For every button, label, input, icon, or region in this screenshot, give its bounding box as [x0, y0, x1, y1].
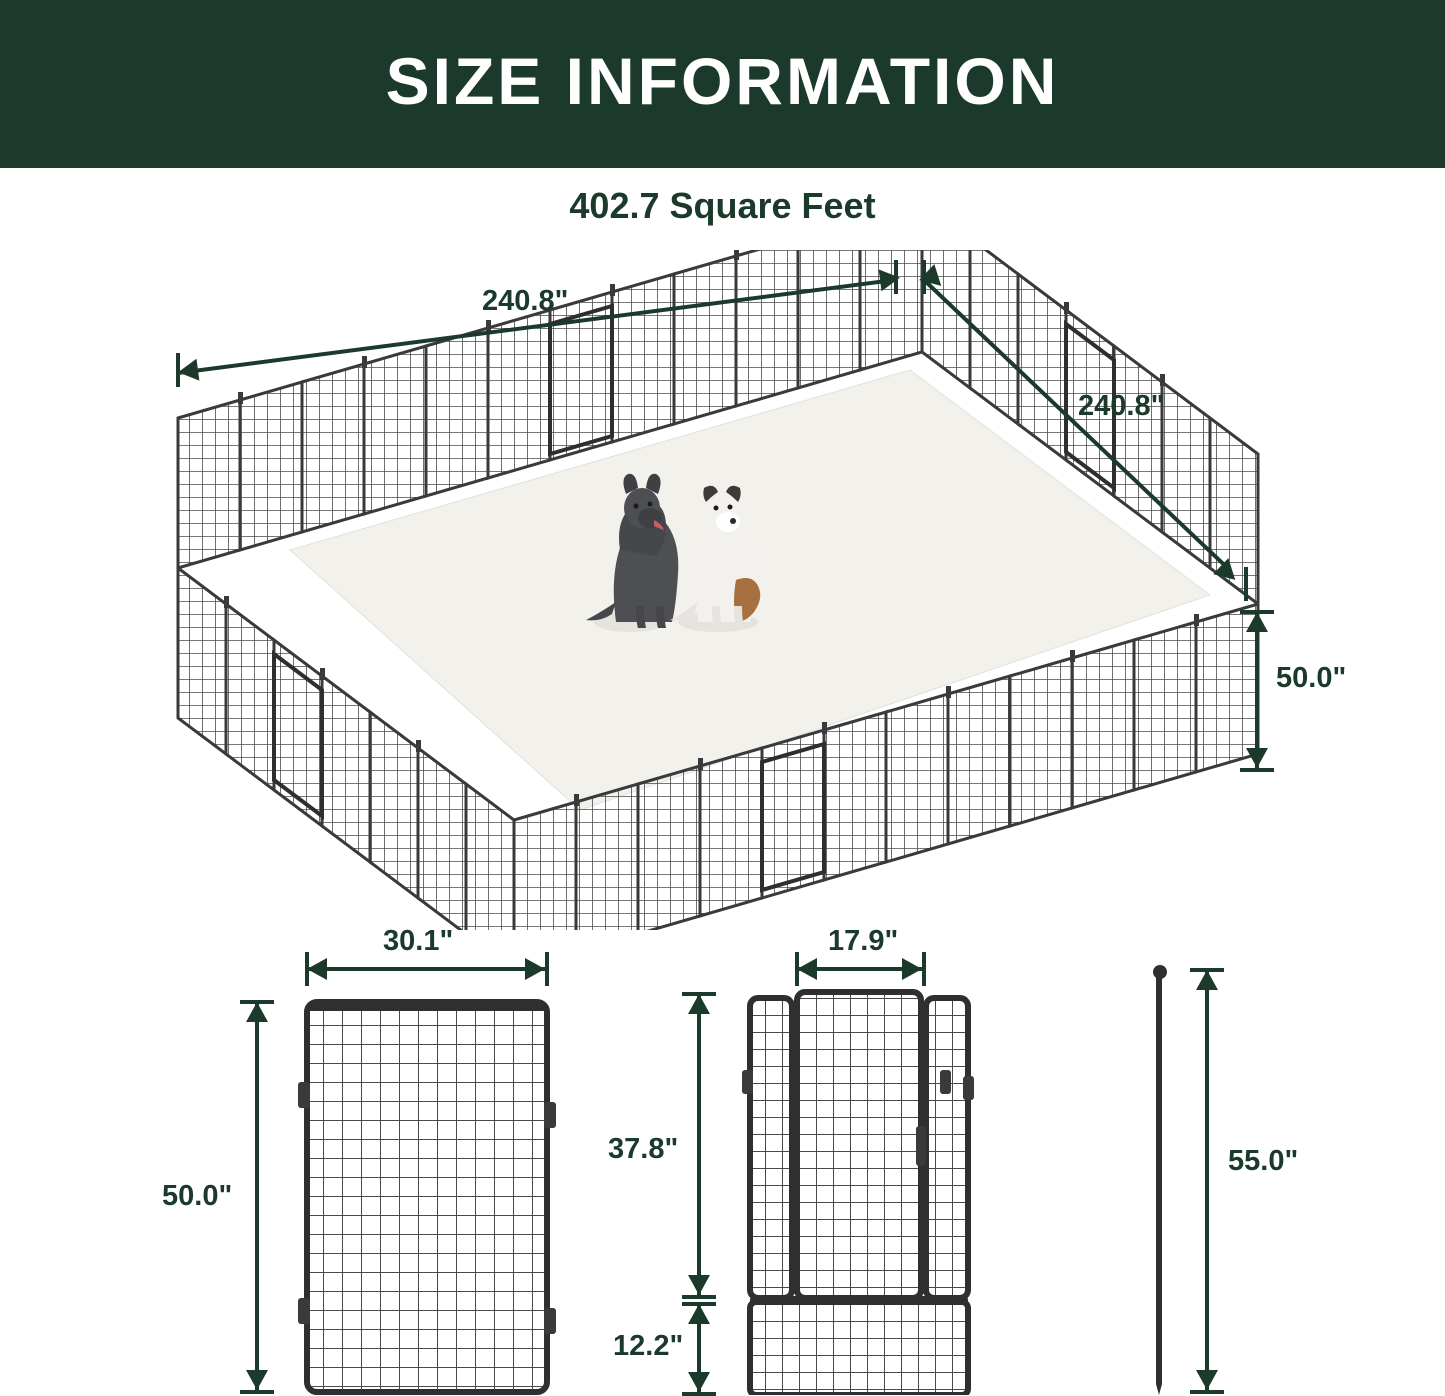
dim-stake-label: 55.0"	[1228, 1145, 1299, 1177]
dim-doorh-arrow-up	[688, 994, 710, 1014]
dim-panelh-label: 50.0"	[162, 1180, 233, 1212]
dim-panelh-arrow-up	[246, 1002, 268, 1022]
dim-depth-tick-bottom	[1244, 567, 1248, 601]
dim-height-line	[1255, 612, 1259, 768]
dim-gap-tick-bottom	[682, 1392, 716, 1396]
dim-height-label: 50.0"	[1276, 662, 1347, 694]
dim-height-arrow-up	[1246, 612, 1268, 632]
dim-gap-arrow-up	[688, 1304, 710, 1324]
dim-gap-arrow-down	[688, 1372, 710, 1392]
total-area-label: 402.7 Square Feet	[569, 185, 876, 226]
dim-panelw-tick-right	[545, 952, 549, 986]
dim-width-label: 240.8"	[482, 285, 569, 317]
dim-doorh-tick-bottom	[682, 1295, 716, 1299]
dim-panelw-label: 30.1"	[383, 925, 454, 957]
dim-width-arrow-left	[177, 359, 200, 383]
figure-solid-panel	[298, 1002, 556, 1392]
dim-panelh-tick-bottom	[240, 1390, 274, 1394]
dim-panelw-arrow-right	[525, 958, 545, 980]
dim-panelw-arrow-left	[307, 958, 327, 980]
dim-stake-line	[1205, 970, 1209, 1390]
dim-doorw-arrow-left	[797, 958, 817, 980]
dim-stake-arrow-up	[1196, 970, 1218, 990]
dim-doorw-tick-right	[922, 952, 926, 986]
dim-doorh-label: 37.8"	[608, 1133, 679, 1165]
dim-panelh-arrow-down	[246, 1370, 268, 1390]
figure-door-panel	[742, 992, 974, 1395]
page-title: SIZE INFORMATION	[385, 44, 1060, 118]
dim-width-arrow-right	[879, 267, 902, 291]
dim-panelh-line	[255, 1002, 259, 1390]
dim-height-tick-bottom	[1240, 768, 1274, 772]
dim-doorh-line	[697, 994, 701, 1295]
dim-doorh-arrow-down	[688, 1275, 710, 1295]
dim-gap-label: 12.2"	[613, 1330, 684, 1362]
dim-stake-arrow-down	[1196, 1370, 1218, 1390]
dim-doorw-label: 17.9"	[828, 925, 899, 957]
dim-panelw-line	[307, 967, 545, 971]
dim-height-arrow-down	[1246, 748, 1268, 768]
dim-depth-label: 240.8"	[1078, 390, 1165, 422]
dim-doorw-arrow-right	[902, 958, 922, 980]
figure-stake	[1153, 965, 1167, 1395]
dim-stake-tick-bottom	[1190, 1390, 1224, 1394]
